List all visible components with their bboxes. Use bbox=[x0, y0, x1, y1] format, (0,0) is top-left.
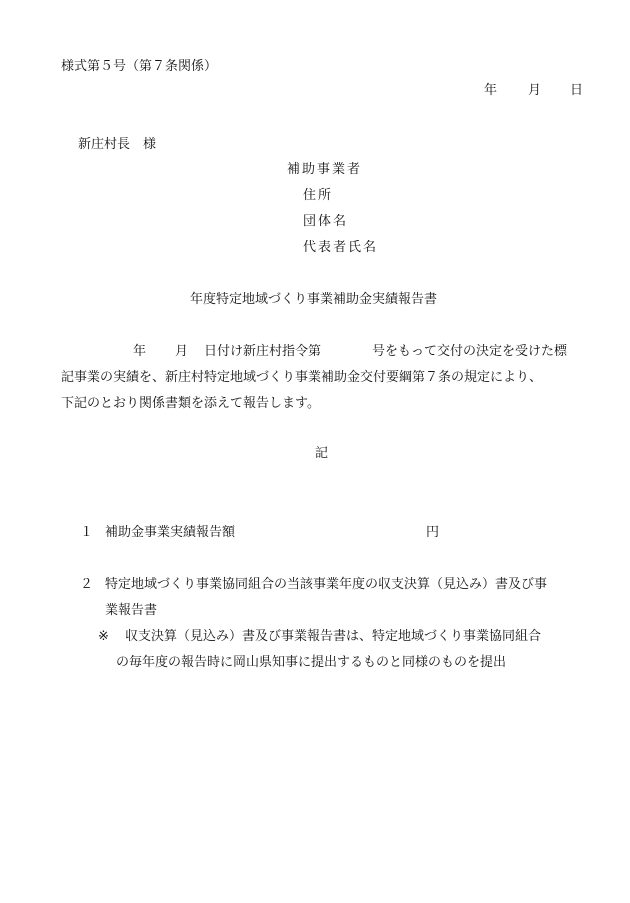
item-1-number: １ bbox=[80, 525, 94, 540]
body-day-issuer-text: 日付け新庄村指令第 bbox=[204, 344, 322, 359]
applicant-title: 補助事業者 bbox=[287, 162, 363, 177]
item-2-number: ２ bbox=[80, 577, 94, 592]
note-line-1: 収支決算（見込み）書及び事業報告書は、特定地域づくり事業協同組合 bbox=[125, 629, 542, 644]
applicant-address-label: 住所 bbox=[303, 188, 334, 203]
applicant-organization-label: 団体名 bbox=[303, 214, 349, 229]
body-year-label: 年 bbox=[133, 344, 147, 359]
item-2-line-1: 特定地域づくり事業協同組合の当該事業年度の収支決算（見込み）書及び事 bbox=[105, 577, 548, 592]
applicant-representative-label: 代表者氏名 bbox=[303, 240, 379, 255]
body-number-rest-text: 号をもって交付の決定を受けた標 bbox=[372, 344, 568, 359]
note-line-2: の毎年度の報告時に岡山県知事に提出するものと同様のものを提出 bbox=[116, 655, 507, 670]
date-month-label: 月 bbox=[528, 83, 542, 98]
note-mark: ※ bbox=[98, 629, 109, 644]
form-number: 様式第５号（第７条関係） bbox=[61, 59, 218, 74]
body-line-2: 記事業の実績を、新庄村特定地域づくり事業補助金交付要綱第７条の規定により、 bbox=[61, 370, 543, 385]
item-1-unit: 円 bbox=[426, 525, 440, 540]
ki-heading: 記 bbox=[315, 446, 329, 461]
document-title: 年度特定地域づくり事業補助金実績報告書 bbox=[190, 292, 438, 307]
body-month-label: 月 bbox=[175, 344, 189, 359]
body-line-3: 下記のとおり関係書類を添えて報告します。 bbox=[61, 396, 320, 411]
date-day-label: 日 bbox=[570, 83, 584, 98]
item-1-label: 補助金事業実績報告額 bbox=[105, 525, 236, 540]
item-2-line-2: 業報告書 bbox=[105, 603, 158, 618]
date-year-label: 年 bbox=[484, 83, 498, 98]
addressee: 新庄村長 様 bbox=[78, 137, 157, 152]
